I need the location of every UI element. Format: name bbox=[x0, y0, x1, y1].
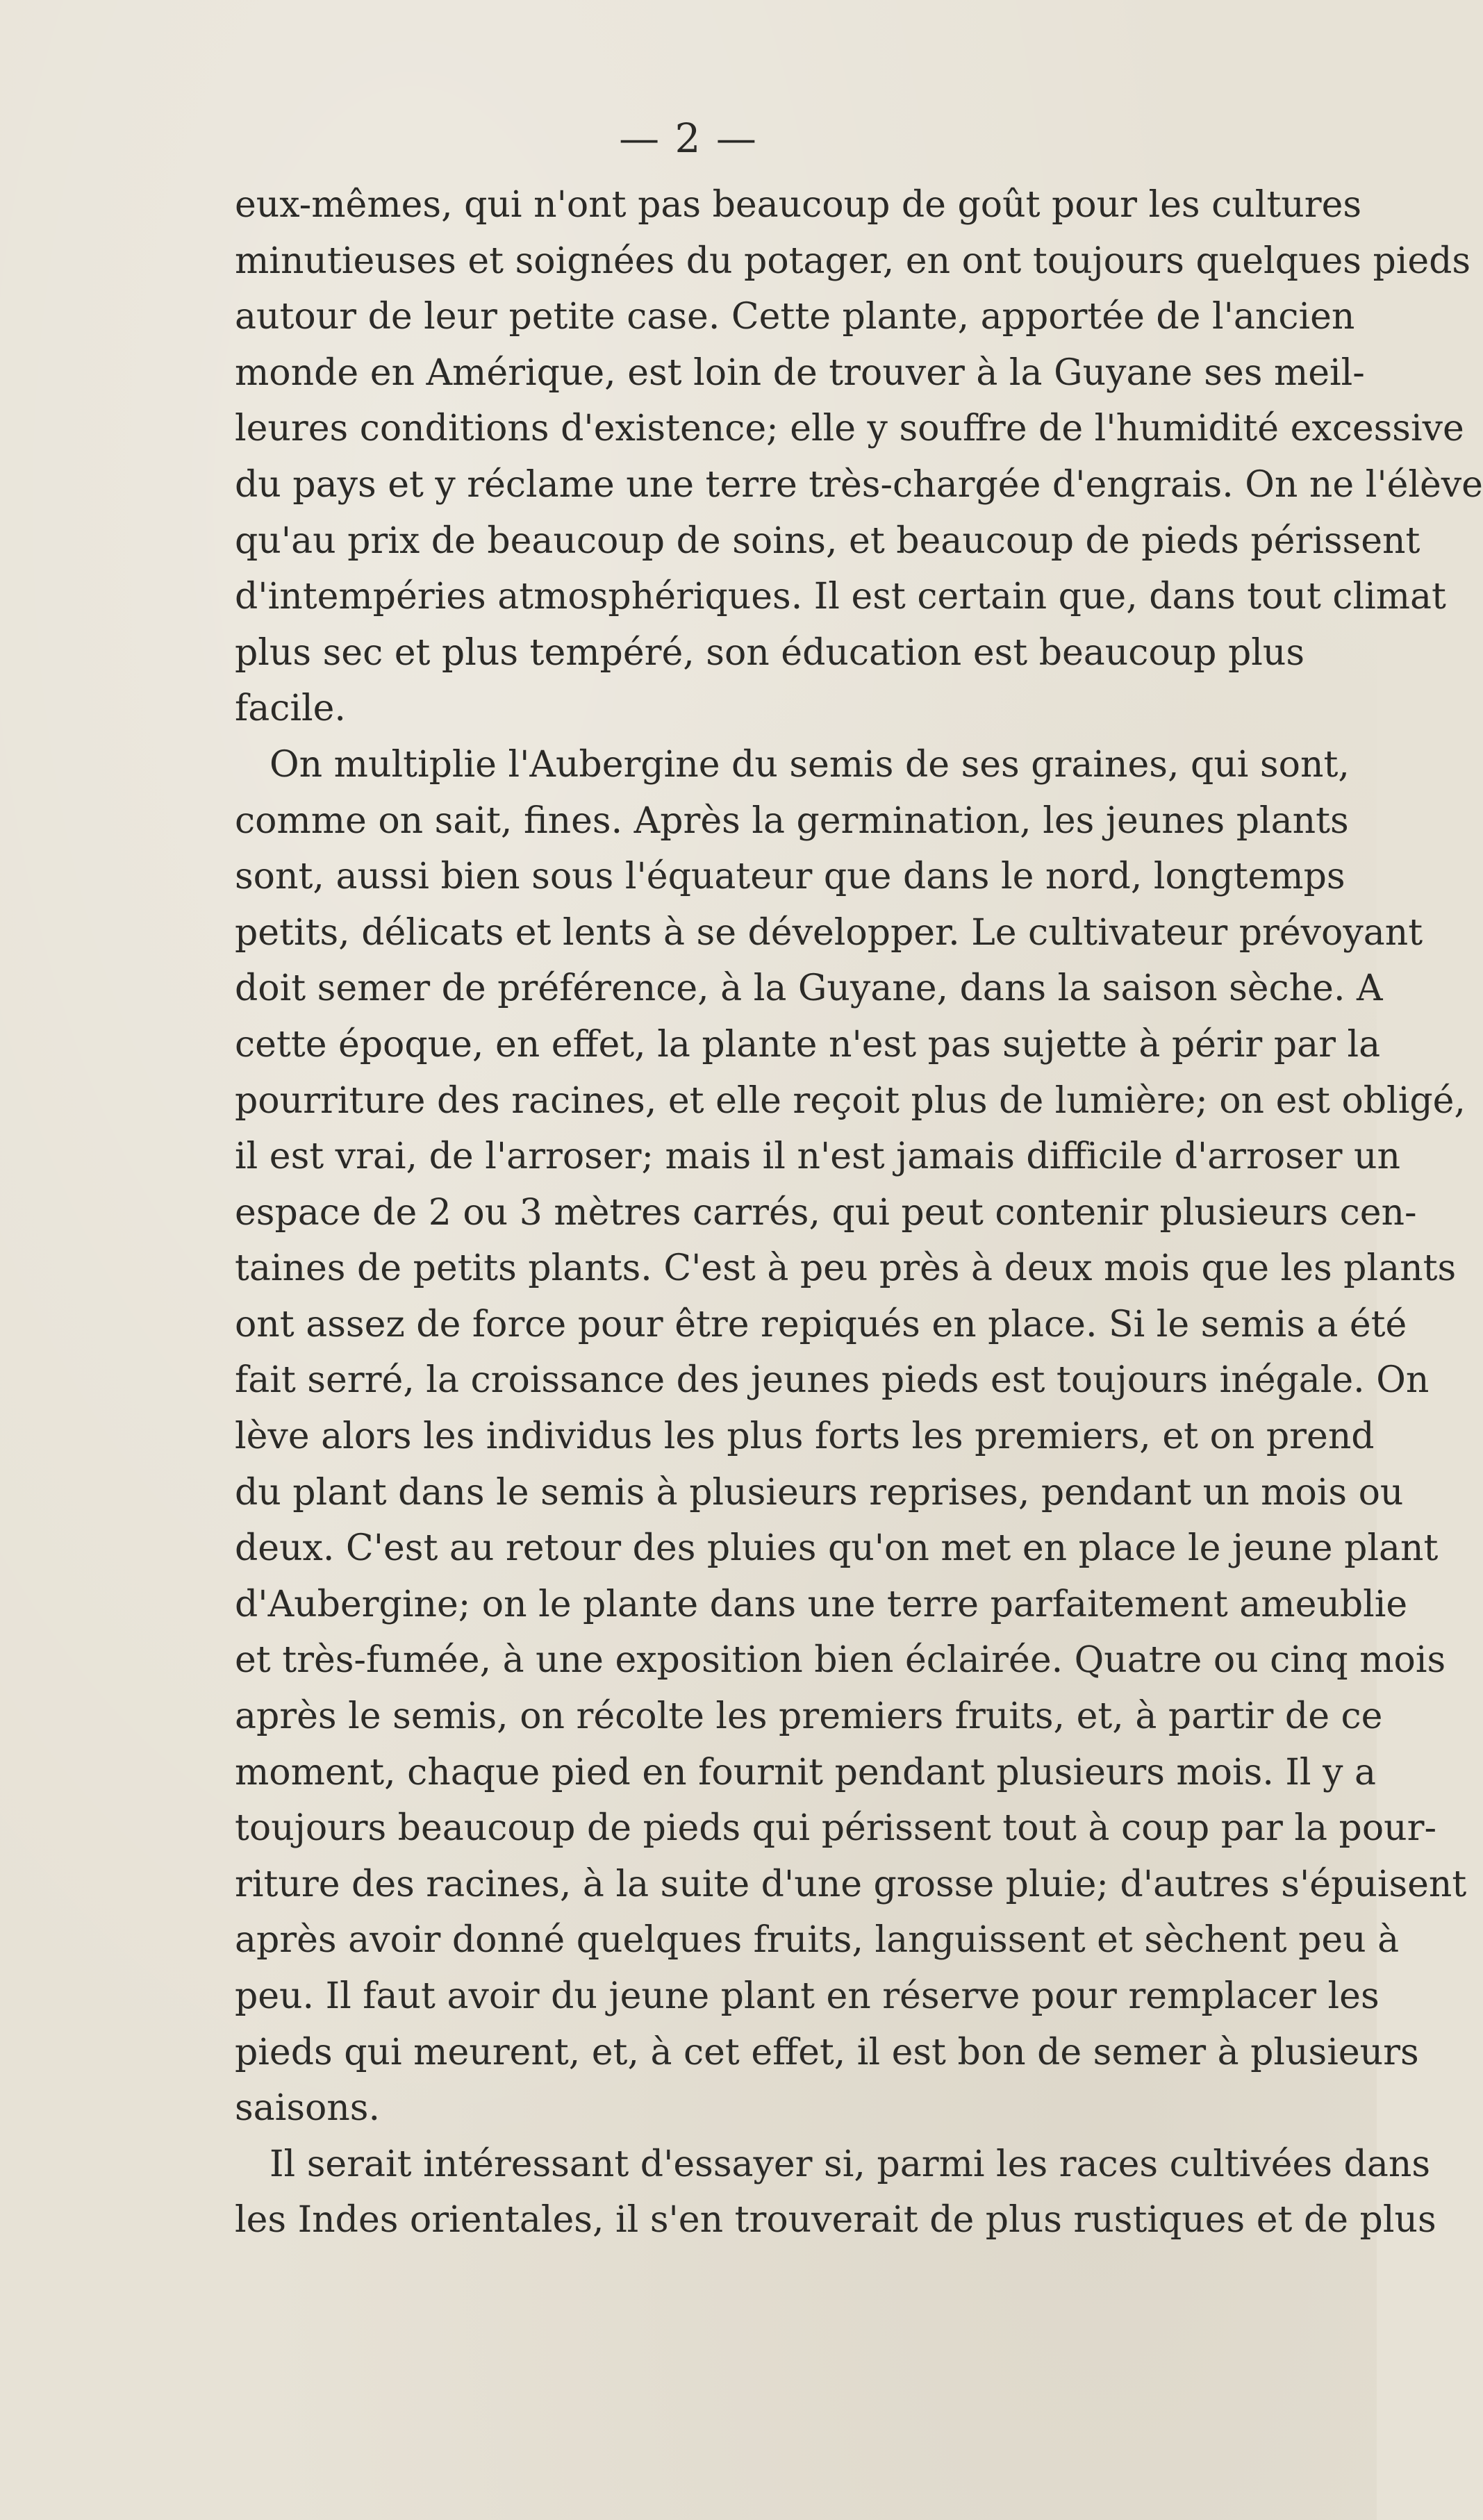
text-line: il est vrai, de l'arroser; mais il n'est jamais difficile d'arroser un bbox=[235, 1136, 1401, 1178]
text-line: du plant dans le semis à plusieurs reprises, pendant un mois ou bbox=[235, 1471, 1404, 1514]
text-line: eux-mêmes, qui n'ont pas beaucoup de goût pour les cultures bbox=[235, 184, 1362, 226]
text-line: saisons. bbox=[235, 2087, 381, 2130]
text-line: leures conditions d'existence; elle y souffre de l'humidité excessive bbox=[235, 408, 1464, 450]
text-line: taines de petits plants. C'est à peu près à deux mois que les plants bbox=[235, 1247, 1457, 1290]
text-line: petits, délicats et lents à se développer. Le cultivateur prévoyant bbox=[235, 911, 1423, 954]
page-number: — 2 — bbox=[619, 115, 758, 162]
text-line: autour de leur petite case. Cette plante, apportée de l'ancien bbox=[235, 296, 1355, 338]
text-line: ont assez de force pour être repiqués en place. Si le semis a été bbox=[235, 1303, 1407, 1345]
text-line: Il serait intéressant d'essayer si, parmi les races cultivées dans bbox=[270, 2143, 1431, 2185]
text-line: minutieuses et soignées du potager, en ont toujours quelques pieds bbox=[235, 240, 1471, 282]
text-line: toujours beaucoup de pieds qui périssent tout à coup par la pour- bbox=[235, 1807, 1437, 1850]
text-line: d'intempéries atmosphériques. Il est certain que, dans tout climat bbox=[235, 576, 1446, 618]
text-line: moment, chaque pied en fournit pendant plusieurs mois. Il y a bbox=[235, 1751, 1377, 1793]
text-line: après avoir donné quelques fruits, languissent et sèchent peu à bbox=[235, 1919, 1400, 1962]
text-line: pieds qui meurent, et, à cet effet, il est bon de semer à plusieurs bbox=[235, 2031, 1419, 2073]
text-line: et très-fumée, à une exposition bien éclairée. Quatre ou cinq mois bbox=[235, 1639, 1446, 1682]
text-line: doit semer de préférence, à la Guyane, dans la saison sèche. A bbox=[235, 968, 1383, 1010]
text-line: peu. Il faut avoir du jeune plant en réserve pour remplacer les bbox=[235, 1975, 1380, 2017]
text-line: espace de 2 ou 3 mètres carrés, qui peut contenir plusieurs cen- bbox=[235, 1191, 1417, 1234]
text-line: monde en Amérique, est loin de trouver à la Guyane ses meil- bbox=[235, 351, 1365, 394]
text-line: qu'au prix de beaucoup de soins, et beaucoup de pieds périssent bbox=[235, 520, 1420, 562]
text-line: On multiplie l'Aubergine du semis de ses graines, qui sont, bbox=[270, 743, 1350, 786]
text-line: pourriture des racines, et elle reçoit plus de lumière; on est obligé, bbox=[235, 1079, 1466, 1122]
text-line: riture des racines, à la suite d'une grosse pluie; d'autres s'épuisent bbox=[235, 1863, 1467, 1905]
text-line: d'Aubergine; on le plante dans une terre parfaitement ameublie bbox=[235, 1583, 1408, 1625]
text-line: facile. bbox=[235, 688, 346, 730]
body-text bbox=[235, 177, 1483, 2248]
text-line: plus sec et plus tempéré, son éducation est beaucoup plus bbox=[235, 631, 1305, 674]
text-line: lève alors les individus les plus forts les premiers, et on prend bbox=[235, 1416, 1375, 1458]
text-line: comme on sait, fines. Après la germination, les jeunes plants bbox=[235, 799, 1349, 842]
text-line: sont, aussi bien sous l'équateur que dans le nord, longtemps bbox=[235, 856, 1345, 898]
text-line: après le semis, on récolte les premiers fruits, et, à partir de ce bbox=[235, 1696, 1383, 1738]
text-line: les Indes orientales, il s'en trouverait de plus rustiques et de plus bbox=[235, 2199, 1436, 2241]
text-line: du pays et y réclame une terre très-chargée d'engrais. On ne l'élève bbox=[235, 463, 1483, 506]
text-line: deux. C'est au retour des pluies qu'on met en place le jeune plant bbox=[235, 1527, 1439, 1570]
text-line: fait serré, la croissance des jeunes pieds est toujours inégale. On bbox=[235, 1359, 1430, 1402]
text-line: cette époque, en effet, la plante n'est pas sujette à périr par la bbox=[235, 1023, 1381, 1066]
